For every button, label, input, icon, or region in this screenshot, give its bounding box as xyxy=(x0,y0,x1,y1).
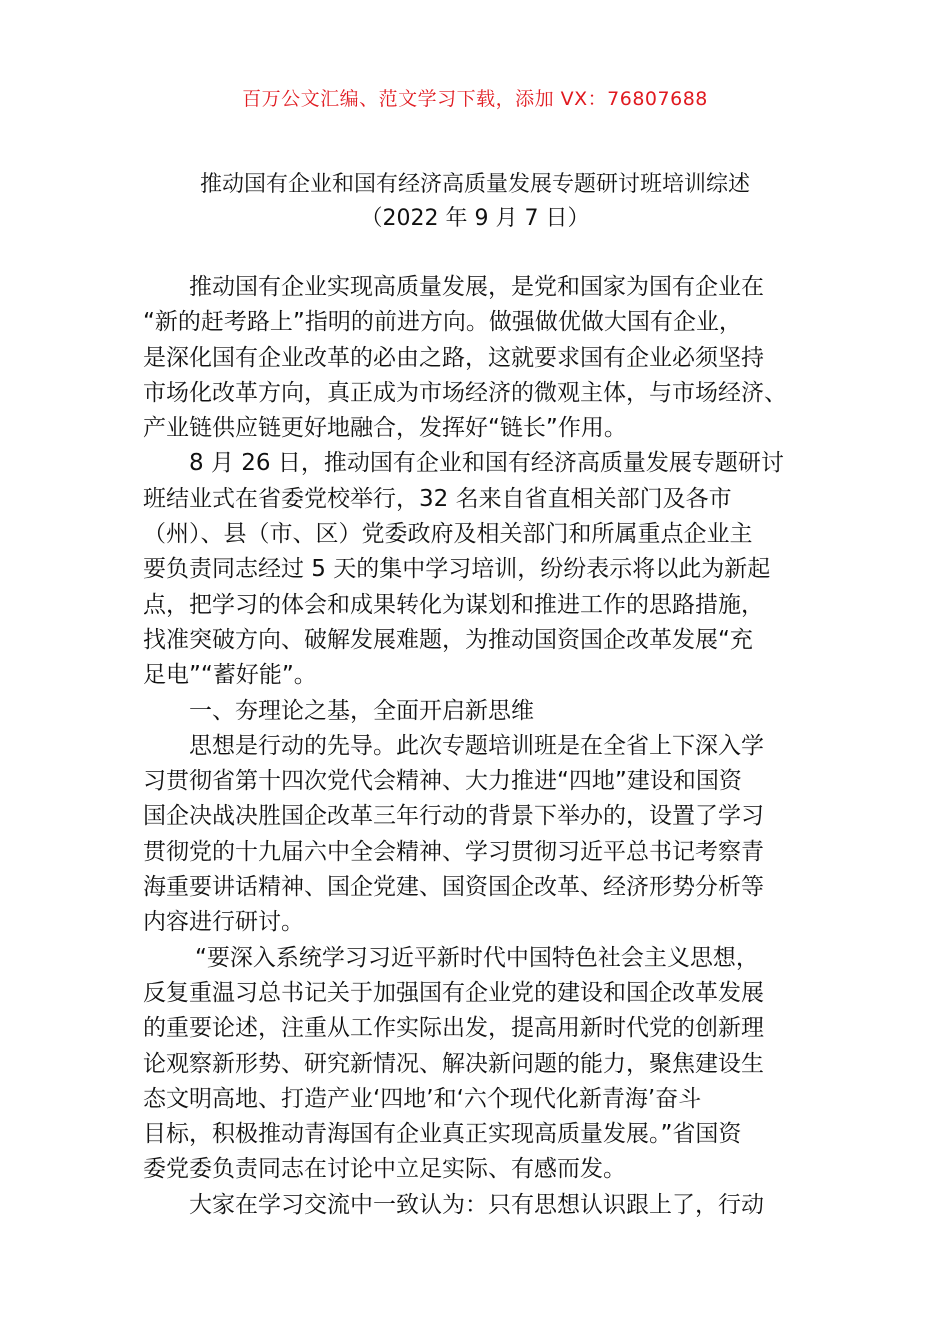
body-line: 态文明高地、打造产业‘四地’和‘六个现代化新青海’奋斗 xyxy=(143,1085,702,1112)
body-line: 国企决战决胜国企改革三年行动的背景下举办的，设置了学习 xyxy=(143,803,764,830)
body-line: 足电”“蓄好能”。 xyxy=(143,662,317,689)
body-line: 产业链供应链更好地融合，发挥好“链长”作用。 xyxy=(143,415,627,442)
body-line: 贯彻党的十九届六中全会精神、学习贯彻习近平总书记考察青 xyxy=(143,838,764,865)
body-line: 班结业式在省委党校举行，32 名来自省直相关部门及各市 xyxy=(143,485,732,512)
body-line: “要深入系统学习习近平新时代中国特色社会主义思想， xyxy=(195,944,759,971)
body-line: 的重要论述，注重从工作实际出发，提高用新时代党的创新理 xyxy=(143,1015,764,1042)
body-line: 内容进行研讨。 xyxy=(143,909,304,936)
body-line: 是深化国有企业改革的必由之路，这就要求国有企业必须坚持 xyxy=(143,344,764,371)
body-line: （州）、县（市、区）党委政府及相关部门和所属重点企业主 xyxy=(143,521,753,548)
header-banner: 百万公文汇编、范文学习下载，添加 VX：76807688 xyxy=(242,88,708,110)
document-date: （2022 年 9 月 7 日） xyxy=(360,206,590,231)
body-line: 目标，积极推动青海国有企业真正实现高质量发展。”省国资 xyxy=(143,1121,742,1148)
body-line: 推动国有企业实现高质量发展，是党和国家为国有企业在 xyxy=(189,274,764,300)
body-line: 市场化改革方向，真正成为市场经济的微观主体，与市场经济、 xyxy=(143,379,787,406)
body-line: 习贯彻省第十四次党代会精神、大力推进“四地”建设和国资 xyxy=(143,768,742,795)
body-line: 委党委负责同志在讨论中立足实际、有感而发。 xyxy=(143,1156,626,1183)
body-line: 论观察新形势、研究新情况、解决新问题的能力，聚焦建设生 xyxy=(143,1050,764,1077)
body-line: 思想是行动的先导。此次专题培训班是在全省上下深入学 xyxy=(189,732,764,759)
body-line: 反复重温习总书记关于加强国有企业党的建设和国企改革发展 xyxy=(143,979,764,1006)
body-line: 要负责同志经过 5 天的集中学习培训，纷纷表示将以此为新起 xyxy=(143,556,771,583)
body-line: “新的赶考路上”指明的前进方向。做强做优做大国有企业， xyxy=(143,309,742,336)
body-line: 大家在学习交流中一致认为：只有思想认识跟上了，行动 xyxy=(189,1191,764,1218)
body-line: 点，把学习的体会和成果转化为谋划和推进工作的思路措施， xyxy=(143,591,764,618)
body-line: 找准突破方向、破解发展难题，为推动国资国企改革发展“充 xyxy=(143,626,753,653)
document-title: 推动国有企业和国有经济高质量发展专题研讨班培训综述 xyxy=(199,172,750,197)
section-heading: 一、夯理论之基，全面开启新思维 xyxy=(189,697,534,724)
document-body xyxy=(143,270,813,1223)
body-line: 8 月 26 日，推动国有企业和国有经济高质量发展专题研讨 xyxy=(189,450,784,477)
body-line: 海重要讲话精神、国企党建、国资国企改革、经济形势分析等 xyxy=(143,874,764,901)
